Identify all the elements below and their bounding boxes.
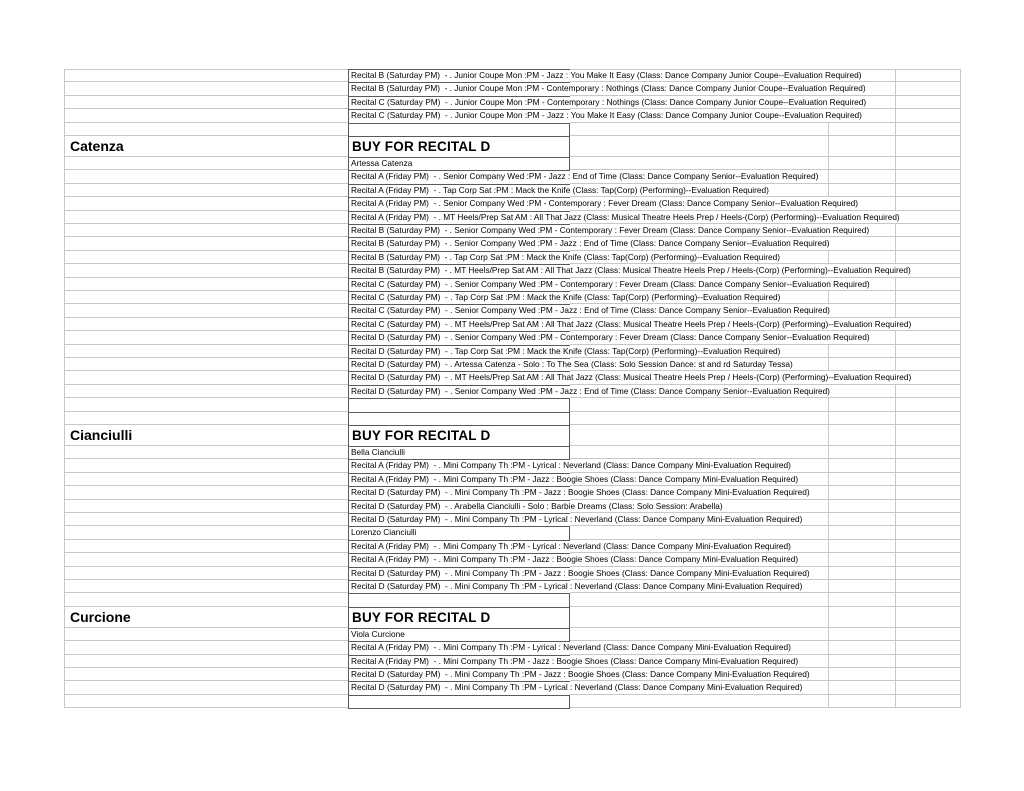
grid-hline xyxy=(570,606,961,607)
grid-vline xyxy=(895,425,896,446)
grid-vline xyxy=(960,513,961,526)
grid-hline xyxy=(570,156,961,157)
grid-vline xyxy=(828,136,829,157)
grid-vline xyxy=(64,371,65,384)
grid-vline xyxy=(960,224,961,237)
grid-vline xyxy=(64,607,65,628)
grid-hline xyxy=(64,566,348,567)
grid-vline xyxy=(895,473,896,486)
buy-for-recital-label: BUY FOR RECITAL D xyxy=(352,609,491,625)
grid-vline xyxy=(960,211,961,224)
grid-vline xyxy=(895,197,896,210)
grid-vline xyxy=(960,412,961,425)
grid-vline xyxy=(64,331,65,344)
grid-vline xyxy=(895,500,896,513)
entry-cell-text: Recital D (Saturday PM) - . Mini Company Th :PM - Jazz : Boogie Shoes (Class: Dance Company Mini-Evaluation Required) xyxy=(351,567,810,578)
grid-vline xyxy=(828,157,829,170)
grid-vline xyxy=(64,486,65,499)
grid-vline xyxy=(828,123,829,136)
grid-vline xyxy=(895,628,896,641)
grid-vline xyxy=(960,237,961,250)
grid-hline xyxy=(570,135,961,136)
grid-vline xyxy=(960,123,961,136)
grid-vline xyxy=(960,371,961,384)
grid-vline xyxy=(828,513,829,526)
grid-vline xyxy=(895,668,896,681)
entry-cell-text: Recital D (Saturday PM) - . Senior Company Wed :PM - Contemporary : Fever Dream (Class: Dance Company Senior--Evaluation Required) xyxy=(351,332,870,343)
entry-cell-text: Recital A (Friday PM) - . MT Heels/Prep Sat AM : All That Jazz (Class: Musical Theatre Heels Prep / Heels-(Corp) (Performing)--Evaluation Required) xyxy=(351,211,900,222)
grid-vline xyxy=(64,278,65,291)
grid-vline xyxy=(64,540,65,553)
grid-hline xyxy=(64,640,348,641)
grid-vline xyxy=(828,251,829,264)
entry-cell-text: Recital A (Friday PM) - . Senior Company Wed :PM - Contemporary : Fever Dream (Class: Dance Company Senior--Evaluation Required) xyxy=(351,198,859,209)
grid-hline xyxy=(64,210,348,211)
entry-cell-text: Recital D (Saturday PM) - . Artessa Catenza - Solo : To The Sea (Class: Solo Session Dance: st and rd Saturday Tessa) xyxy=(351,359,793,369)
family-name-cell: Curcione xyxy=(70,608,131,625)
grid-hline xyxy=(64,370,348,371)
grid-hline xyxy=(64,384,348,385)
grid-hline xyxy=(64,317,348,318)
grid-vline xyxy=(960,136,961,157)
grid-vline xyxy=(960,607,961,628)
spreadsheet-table xyxy=(64,69,961,708)
grid-vline xyxy=(960,500,961,513)
family-name-cell: Cianciulli xyxy=(70,427,133,443)
grid-vline xyxy=(828,567,829,580)
grid-vline xyxy=(960,82,961,95)
grid-hline xyxy=(64,680,348,681)
grid-vline xyxy=(828,540,829,553)
grid-hline xyxy=(570,707,961,708)
grid-vline xyxy=(828,412,829,425)
grid-vline xyxy=(895,398,896,411)
entry-cell-text: Recital D (Saturday PM) - . Senior Company Wed :PM - Jazz : End of Time (Class: Dance Company Senior--Evaluation Required) xyxy=(351,385,830,396)
grid-vline xyxy=(895,526,896,539)
grid-vline xyxy=(895,170,896,183)
entry-cell-text: Recital D (Saturday PM) - . Mini Company Th :PM - Lyrical : Neverland (Class: Dance Company Mini-Evaluation Required) xyxy=(351,514,803,524)
grid-vline xyxy=(895,82,896,95)
grid-hline xyxy=(64,472,348,473)
grid-vline xyxy=(828,425,829,446)
grid-vline xyxy=(64,197,65,210)
grid-hline xyxy=(570,627,961,628)
entry-cell-text: Recital D (Saturday PM) - . Tap Corp Sat :PM : Mack the Knife (Class: Tap(Corp) (Performing)--Evaluation Required) xyxy=(351,345,781,356)
grid-vline xyxy=(895,291,896,304)
grid-vline xyxy=(895,412,896,425)
grid-vline xyxy=(64,553,65,566)
grid-hline xyxy=(64,707,348,708)
grid-vline xyxy=(960,526,961,539)
grid-vline xyxy=(895,136,896,157)
grid-vline xyxy=(64,459,65,472)
grid-hline xyxy=(64,667,348,668)
grid-vline xyxy=(960,345,961,358)
grid-hline xyxy=(64,263,348,264)
family-name-cell: Catenza xyxy=(70,138,124,154)
grid-vline xyxy=(64,473,65,486)
grid-hline xyxy=(64,277,348,278)
grid-vline xyxy=(960,628,961,641)
grid-vline xyxy=(895,237,896,250)
entry-cell-text: Recital A (Friday PM) - . Mini Company Th :PM - Jazz : Boogie Shoes (Class: Dance Company Mini-Evaluation Required) xyxy=(351,655,799,666)
grid-vline xyxy=(960,264,961,277)
grid-vline xyxy=(64,109,65,122)
grid-hline xyxy=(64,539,348,540)
grid-vline xyxy=(828,607,829,628)
grid-hline xyxy=(64,81,348,82)
grid-hline xyxy=(570,424,961,425)
entry-cell-text: Recital B (Saturday PM) - . Tap Corp Sat :PM : Mack the Knife (Class: Tap(Corp) (Performing)--Evaluation Required) xyxy=(351,251,780,262)
entry-cell-text: Recital C (Saturday PM) - . Senior Company Wed :PM - Contemporary : Fever Dream (Class: Dance Company Senior--Evaluation Required) xyxy=(351,278,870,289)
grid-hline xyxy=(64,223,348,224)
grid-hline xyxy=(64,250,348,251)
grid-vline xyxy=(64,668,65,681)
grid-vline xyxy=(64,655,65,668)
grid-vline xyxy=(960,695,961,708)
grid-vline xyxy=(828,446,829,459)
grid-hline xyxy=(64,512,348,513)
grid-vline xyxy=(828,486,829,499)
grid-vline xyxy=(960,157,961,170)
grid-vline xyxy=(828,184,829,197)
grid-hline xyxy=(64,69,348,70)
grid-vline xyxy=(895,345,896,358)
grid-vline xyxy=(895,446,896,459)
blank-cell xyxy=(348,398,570,411)
grid-vline xyxy=(960,473,961,486)
grid-vline xyxy=(895,157,896,170)
grid-hline xyxy=(64,290,348,291)
grid-vline xyxy=(895,224,896,237)
dancer-name-text: Lorenzo Cianciulli xyxy=(351,527,417,538)
grid-hline xyxy=(570,445,961,446)
entry-cell-text: Recital D (Saturday PM) - . Mini Company Th :PM - Lyrical : Neverland (Class: Dance Company Mini-Evaluation Required) xyxy=(351,581,803,591)
entry-cell-text: Recital A (Friday PM) - . Mini Company Th :PM - Lyrical : Neverland (Class: Dance Company Mini-Evaluation Required) xyxy=(351,460,791,471)
entry-cell-text: Recital A (Friday PM) - . Senior Company Wed :PM - Jazz : End of Time (Class: Dance Company Senior--Evaluation Required) xyxy=(351,171,819,182)
grid-vline xyxy=(960,593,961,606)
grid-hline xyxy=(64,499,348,500)
grid-vline xyxy=(960,641,961,654)
grid-vline xyxy=(960,96,961,109)
grid-vline xyxy=(895,695,896,708)
grid-vline xyxy=(828,170,829,183)
grid-vline xyxy=(64,304,65,317)
grid-vline xyxy=(960,278,961,291)
grid-vline xyxy=(895,69,896,82)
grid-vline xyxy=(895,278,896,291)
entry-cell-text: Recital C (Saturday PM) - . Junior Coupe Mon :PM - Contemporary : Nothings (Class: Dance Company Junior Coupe--Evaluation Required) xyxy=(351,96,867,107)
grid-vline xyxy=(895,513,896,526)
grid-vline xyxy=(828,628,829,641)
blank-cell xyxy=(348,593,570,606)
grid-vline xyxy=(960,668,961,681)
grid-hline xyxy=(64,236,348,237)
grid-vline xyxy=(64,641,65,654)
grid-hline xyxy=(64,108,348,109)
grid-vline xyxy=(828,398,829,411)
entry-cell-text: Recital A (Friday PM) - . Mini Company Th :PM - Jazz : Boogie Shoes (Class: Dance Company Mini-Evaluation Required) xyxy=(351,554,799,565)
grid-hline xyxy=(64,357,348,358)
grid-vline xyxy=(828,641,829,654)
entry-cell-text: Recital D (Saturday PM) - . Mini Company Th :PM - Lyrical : Neverland (Class: Dance Company Mini-Evaluation Required) xyxy=(351,682,803,693)
grid-vline xyxy=(895,358,896,371)
grid-vline xyxy=(828,473,829,486)
grid-vline xyxy=(960,197,961,210)
entry-cell-text: Recital A (Friday PM) - . Mini Company Th :PM - Lyrical : Neverland (Class: Dance Company Mini-Evaluation Required) xyxy=(351,642,791,653)
grid-vline xyxy=(960,251,961,264)
grid-vline xyxy=(64,398,65,411)
grid-vline xyxy=(64,681,65,694)
grid-vline xyxy=(895,184,896,197)
grid-hline xyxy=(64,330,348,331)
grid-hline xyxy=(64,592,348,593)
grid-vline xyxy=(828,500,829,513)
grid-hline xyxy=(64,411,348,412)
grid-vline xyxy=(895,607,896,628)
grid-vline xyxy=(64,184,65,197)
grid-vline xyxy=(64,157,65,170)
grid-vline xyxy=(895,486,896,499)
grid-vline xyxy=(960,69,961,82)
entry-cell-text: Recital D (Saturday PM) - . Arabella Cianciulli - Solo : Barbie Dreams (Class: Solo Session: Arabella) xyxy=(351,500,723,511)
entry-cell-text: Recital A (Friday PM) - . Mini Company Th :PM - Jazz : Boogie Shoes (Class: Dance Company Mini-Evaluation Required) xyxy=(351,473,799,484)
blank-cell xyxy=(348,412,570,425)
grid-vline xyxy=(64,123,65,136)
grid-vline xyxy=(895,641,896,654)
grid-vline xyxy=(64,82,65,95)
entry-cell-text: Recital B (Saturday PM) - . Junior Coupe Mon :PM - Contemporary : Nothings (Class: Dance Company Junior Coupe--Evaluation Required) xyxy=(351,83,866,94)
buy-for-recital-label: BUY FOR RECITAL D xyxy=(352,428,491,443)
grid-vline xyxy=(960,291,961,304)
grid-vline xyxy=(828,695,829,708)
dancer-name-text: Viola Curcione xyxy=(351,628,405,639)
grid-vline xyxy=(960,655,961,668)
grid-vline xyxy=(828,580,829,593)
grid-vline xyxy=(895,251,896,264)
grid-vline xyxy=(64,412,65,425)
grid-vline xyxy=(960,540,961,553)
entry-cell-text: Recital B (Saturday PM) - . Senior Company Wed :PM - Jazz : End of Time (Class: Dance Company Senior--Evaluation Required) xyxy=(351,238,830,249)
grid-hline xyxy=(64,458,348,459)
grid-vline xyxy=(64,291,65,304)
grid-vline xyxy=(960,553,961,566)
grid-vline xyxy=(895,109,896,122)
grid-vline xyxy=(895,567,896,580)
grid-vline xyxy=(828,345,829,358)
grid-hline xyxy=(64,397,348,398)
grid-vline xyxy=(960,331,961,344)
grid-vline xyxy=(64,513,65,526)
grid-vline xyxy=(895,331,896,344)
grid-vline xyxy=(64,170,65,183)
entry-cell-text: Recital C (Saturday PM) - . MT Heels/Prep Sat AM : All That Jazz (Class: Musical Theatre Heels Prep / Heels-(Corp) (Performing)--Evaluation Required) xyxy=(351,318,912,329)
grid-vline xyxy=(895,655,896,668)
grid-vline xyxy=(64,251,65,264)
grid-hline xyxy=(64,169,348,170)
grid-vline xyxy=(895,123,896,136)
entry-cell-text: Recital A (Friday PM) - . Mini Company Th :PM - Lyrical : Neverland (Class: Dance Company Mini-Evaluation Required) xyxy=(351,540,791,551)
entry-cell-text: Recital C (Saturday PM) - . Tap Corp Sat :PM : Mack the Knife (Class: Tap(Corp) (Performing)--Evaluation Required) xyxy=(351,292,781,302)
grid-vline xyxy=(960,446,961,459)
grid-vline xyxy=(828,668,829,681)
grid-vline xyxy=(828,681,829,694)
grid-vline xyxy=(64,500,65,513)
grid-vline xyxy=(64,237,65,250)
grid-vline xyxy=(828,593,829,606)
grid-vline xyxy=(960,318,961,331)
grid-vline xyxy=(895,681,896,694)
entry-cell-text: Recital B (Saturday PM) - . MT Heels/Prep Sat AM : All That Jazz (Class: Musical Theatre Heels Prep / Heels-(Corp) (Performing)--Evaluation Required) xyxy=(351,265,911,276)
grid-vline xyxy=(64,580,65,593)
grid-hline xyxy=(64,122,348,123)
grid-vline xyxy=(895,96,896,109)
entry-cell-text: Recital D (Saturday PM) - . Mini Company Th :PM - Jazz : Boogie Shoes (Class: Dance Company Mini-Evaluation Required) xyxy=(351,487,810,498)
grid-vline xyxy=(64,318,65,331)
grid-vline xyxy=(64,358,65,371)
entry-cell-text: Recital B (Saturday PM) - . Junior Coupe Mon :PM - Jazz : You Make It Easy (Class: Dance Company Junior Coupe--Evaluation Required) xyxy=(351,70,862,80)
grid-vline xyxy=(64,264,65,277)
grid-hline xyxy=(64,344,348,345)
grid-vline xyxy=(828,655,829,668)
grid-hline xyxy=(64,196,348,197)
grid-vline xyxy=(960,681,961,694)
grid-vline xyxy=(64,96,65,109)
grid-vline xyxy=(960,486,961,499)
grid-vline xyxy=(960,398,961,411)
grid-vline xyxy=(895,580,896,593)
grid-hline xyxy=(64,95,348,96)
grid-hline xyxy=(64,303,348,304)
grid-vline xyxy=(960,170,961,183)
grid-vline xyxy=(64,695,65,708)
grid-vline xyxy=(960,459,961,472)
grid-vline xyxy=(64,628,65,641)
grid-vline xyxy=(64,526,65,539)
grid-vline xyxy=(895,540,896,553)
grid-vline xyxy=(64,345,65,358)
entry-cell-text: Recital D (Saturday PM) - . MT Heels/Prep Sat AM : All That Jazz (Class: Musical Theatre Heels Prep / Heels-(Corp) (Performing)--Evaluation Required) xyxy=(351,372,912,383)
grid-vline xyxy=(828,526,829,539)
grid-vline xyxy=(895,304,896,317)
entry-cell-text: Recital C (Saturday PM) - . Junior Coupe Mon :PM - Jazz : You Make It Easy (Class: Dance Company Junior Coupe--Evaluation Required) xyxy=(351,110,862,121)
grid-vline xyxy=(828,553,829,566)
buy-for-recital-label: BUY FOR RECITAL D xyxy=(352,139,491,154)
blank-cell xyxy=(348,695,570,709)
grid-hline xyxy=(64,579,348,580)
grid-vline xyxy=(960,580,961,593)
grid-vline xyxy=(828,291,829,304)
grid-vline xyxy=(64,211,65,224)
grid-vline xyxy=(960,425,961,446)
grid-vline xyxy=(64,593,65,606)
grid-hline xyxy=(64,694,348,695)
grid-vline xyxy=(64,567,65,580)
entry-cell-text: Recital C (Saturday PM) - . Senior Company Wed :PM - Jazz : End of Time (Class: Dance Company Senior--Evaluation Required) xyxy=(351,305,830,316)
blank-cell xyxy=(348,123,570,136)
grid-hline xyxy=(64,654,348,655)
grid-vline xyxy=(895,553,896,566)
dancer-name-text: Artessa Catenza xyxy=(351,158,413,168)
grid-vline xyxy=(64,69,65,82)
grid-vline xyxy=(64,446,65,459)
grid-vline xyxy=(960,109,961,122)
grid-vline xyxy=(64,136,65,157)
grid-vline xyxy=(64,224,65,237)
grid-vline xyxy=(828,459,829,472)
grid-vline xyxy=(828,358,829,371)
grid-vline xyxy=(895,385,896,398)
grid-vline xyxy=(895,459,896,472)
grid-vline xyxy=(960,358,961,371)
entry-cell-text: Recital B (Saturday PM) - . Senior Company Wed :PM - Contemporary : Fever Dream (Class: Dance Company Senior--Evaluation Required) xyxy=(351,225,870,235)
grid-vline xyxy=(960,567,961,580)
grid-hline xyxy=(64,485,348,486)
grid-vline xyxy=(64,425,65,446)
grid-hline xyxy=(570,411,961,412)
grid-hline xyxy=(64,552,348,553)
dancer-name-text: Bella Cianciulli xyxy=(351,447,405,457)
grid-vline xyxy=(64,385,65,398)
grid-vline xyxy=(895,593,896,606)
grid-vline xyxy=(960,184,961,197)
entry-cell-text: Recital A (Friday PM) - . Tap Corp Sat :PM : Mack the Knife (Class: Tap(Corp) (Performing)--Evaluation Required) xyxy=(351,184,769,195)
grid-hline xyxy=(64,525,348,526)
grid-vline xyxy=(960,304,961,317)
grid-vline xyxy=(960,385,961,398)
grid-hline xyxy=(64,183,348,184)
entry-cell-text: Recital D (Saturday PM) - . Mini Company Th :PM - Jazz : Boogie Shoes (Class: Dance Company Mini-Evaluation Required) xyxy=(351,669,810,679)
